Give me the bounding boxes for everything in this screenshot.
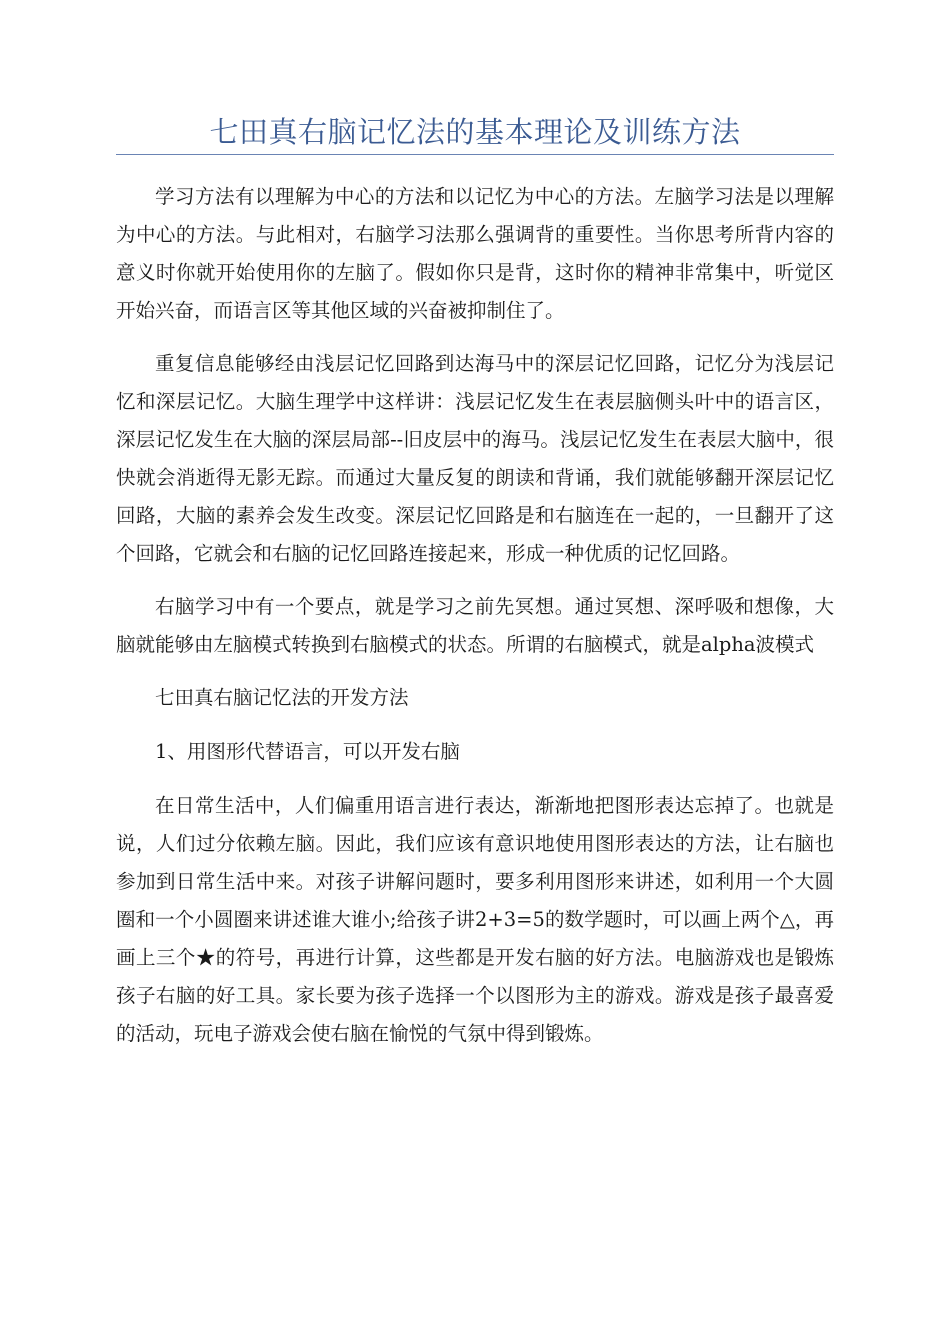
section-heading-development-methods: 七田真右脑记忆法的开发方法 [155,686,409,709]
document-title: 七田真右脑记忆法的基本理论及训练方法 [209,115,741,149]
paragraph-learning-methods: 学习方法有以理解为中心的方法和以记忆为中心的方法。左脑学习法是以理解为中心的方法。与此相对，右脑学习法那么强调背的重要性。当你思考所背内容的意义时你就开始使用你的左脑了。假如你只是背，这时你的精神非常集中，听觉区开始兴奋，而语言区等其他区域的兴奋被抑制住了。 [116,185,834,322]
paragraph-memory-circuits: 重复信息能够经由浅层记忆回路到达海马中的深层记忆回路，记忆分为浅层记忆和深层记忆。大脑生理学中这样讲：浅层记忆发生在表层脑侧头叶中的语言区，深层记忆发生在大脑的深层局部--旧皮层中的海马。浅层记忆发生在表层大脑中，很快就会消逝得无影无踪。而通过大量反复的朗读和背诵，我们就能够翻开深层记忆回路，大脑的素养会发生改变。深层记忆回路是和右脑连在一起的，一旦翻开了这个回路，它就会和右脑的记忆回路连接起来，形成一种优质的记忆回路。 [116,352,834,565]
paragraph-graphic-expression: 在日常生活中，人们偏重用语言进行表达，渐渐地把图形表达忘掉了。也就是说，人们过分依赖左脑。因此，我们应该有意识地使用图形表达的方法，让右脑也参加到日常生活中来。对孩子讲解问题时，要多利用图形来讲述，如利用一个大圆圈和一个小圆圈来讲述谁大谁小;给孩子讲2+3=5的数学题时，可以画上两个△，再画上三个★的符号，再进行计算，这些都是开发右脑的好方法。电脑游戏也是锻炼孩子右脑的好工具。家长要为孩子选择一个以图形为主的游戏。游戏是孩子最喜爱的活动，玩电子游戏会使右脑在愉悦的气氛中得到锻炼。 [116,794,834,1045]
subheading-graphics-instead-of-language: 1、用图形代替语言，可以开发右脑 [155,740,460,763]
title-underline [116,154,834,155]
document-body [116,178,834,1068]
paragraph-meditation: 右脑学习中有一个要点，就是学习之前先冥想。通过冥想、深呼吸和想像，大脑就能够由左脑模式转换到右脑模式的状态。所谓的右脑模式，就是alpha波模式 [116,595,834,656]
